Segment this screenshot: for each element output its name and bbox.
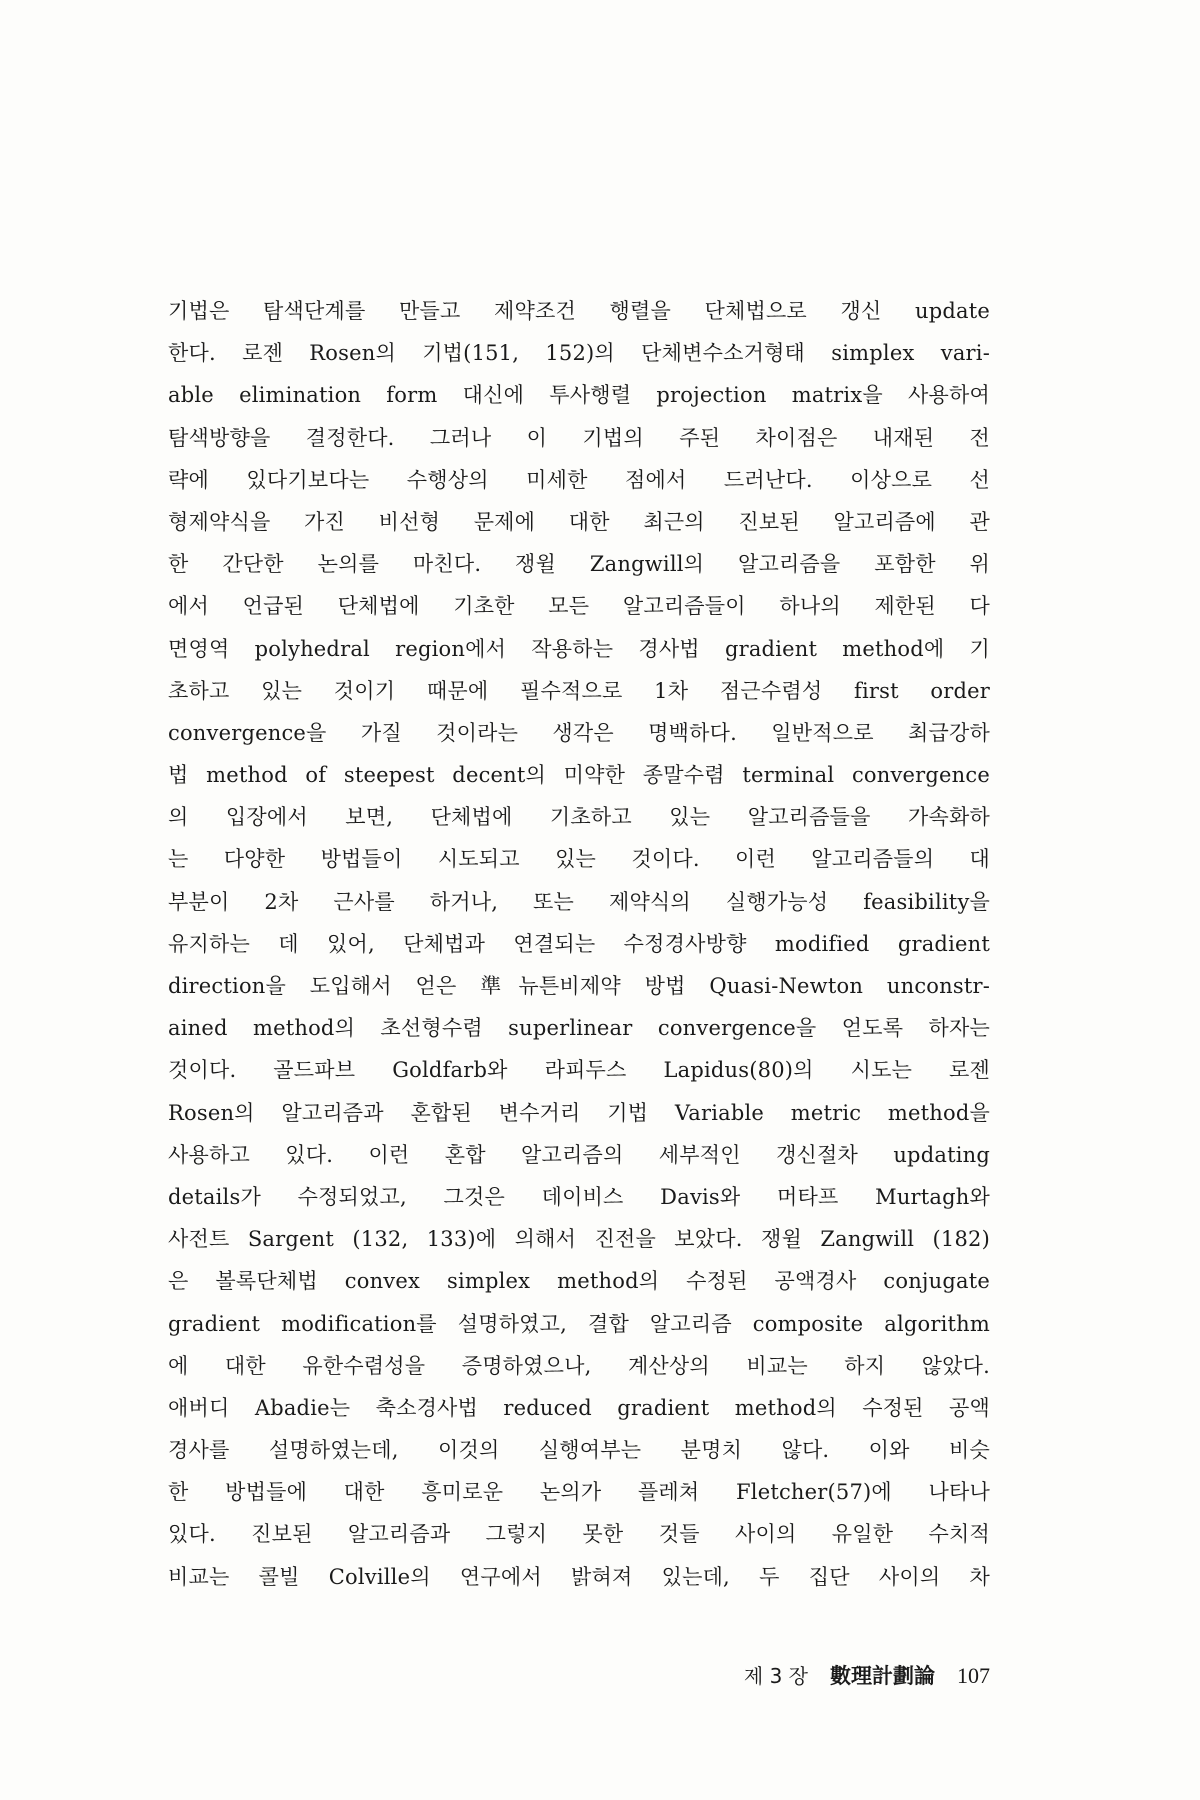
text-line: 것이다. 골드파브 Goldfarb와 라피두스 Lapidus(80)의 시도는 로젠 [168,1058,990,1083]
text-line: Rosen의 알고리즘과 혼합된 변수거리 기법 Variable metric method을 [168,1100,990,1125]
text-line: able elimination form 대신에 투사행렬 projection matrix을 사용하여 [168,383,990,408]
body-text [168,290,990,1598]
text-line: 애버디 Abadie는 축소경사법 reduced gradient method의 수정된 공액 [168,1395,990,1420]
text-line: 초하고 있는 것이기 때문에 필수적으로 1차 점근수렴성 first order [168,678,990,703]
text-line: 형제약식을 가진 비선형 문제에 대한 최근의 진보된 알고리즘에 관 [168,509,990,534]
page-number: 107 [957,1663,990,1688]
text-line: details가 수정되었고, 그것은 데이비스 Davis와 머타프 Murtagh와 [168,1184,990,1209]
text-line: 기법은 탐색단계를 만들고 제약조건 행렬을 단체법으로 갱신 update [168,299,990,323]
text-line: 유지하는 데 있어, 단체법과 연결되는 수정경사방향 modified gradient [168,931,990,956]
text-line: 면영역 polyhedral region에서 작용하는 경사법 gradient method에 기 [168,636,990,661]
text-line: 의 입장에서 보면, 단체법에 기초하고 있는 알고리즘들을 가속화하 [168,805,990,830]
text-line: 사용하고 있다. 이런 혼합 알고리즘의 세부적인 갱신절차 updating [168,1142,990,1167]
text-line: 부분이 2차 근사를 하거나, 또는 제약식의 실행가능성 feasibility을 [168,889,990,914]
text-line: 경사를 설명하였는데, 이것의 실행여부는 분명치 않다. 이와 비슷 [168,1438,990,1463]
book-title: 數理計劃論 [830,1663,935,1688]
chapter-label: 제 3 장 [743,1664,808,1688]
text-line: 는 다양한 방법들이 시도되고 있는 것이다. 이런 알고리즘들의 대 [168,847,990,872]
text-line: 사전트 Sargent (132, 133)에 의해서 진전을 보았다. 쟁윌 Zangwill (182) [168,1227,990,1252]
page-footer [680,1660,990,1690]
text-line: ained method의 초선형수렴 superlinear convergence을 얻도록 하자는 [168,1016,990,1041]
text-line: 법 method of steepest decent의 미약한 종말수렴 terminal convergence [168,763,990,788]
text-line: 비교는 콜빌 Colville의 연구에서 밝혀져 있는데, 두 집단 사이의 차 [168,1564,990,1589]
text-line: direction을 도입해서 얻은 準뉴튼비제약 방법 Quasi-Newton unconstr- [168,974,990,998]
text-line: 은 볼록단체법 convex simplex method의 수정된 공액경사 conjugate [168,1269,990,1294]
text-line: 한 방법들에 대한 흥미로운 논의가 플레쳐 Fletcher(57)에 나타나 [168,1480,990,1505]
text-line: 한 간단한 논의를 마친다. 쟁윌 Zangwill의 알고리즘을 포함한 위 [168,552,990,577]
text-line: 한다. 로젠 Rosen의 기법(151, 152)의 단체변수소거형태 simplex vari- [168,341,990,366]
text-line: 에 대한 유한수렴성을 증명하였으나, 계산상의 비교는 하지 않았다. [168,1353,990,1378]
text-line: 탐색방향을 결정한다. 그러나 이 기법의 주된 차이점은 내재된 전 [168,425,990,450]
text-line: 있다. 진보된 알고리즘과 그렇지 못한 것들 사이의 유일한 수치적 [168,1522,990,1547]
text-line: gradient modification를 설명하였고, 결합 알고리즘 composite algorithm [168,1311,990,1336]
text-line: convergence을 가질 것이라는 생각은 명백하다. 일반적으로 최급강하 [168,720,990,745]
text-line: 략에 있다기보다는 수행상의 미세한 점에서 드러난다. 이상으로 선 [168,467,990,492]
text-line: 에서 언급된 단체법에 기초한 모든 알고리즘들이 하나의 제한된 다 [168,594,990,619]
